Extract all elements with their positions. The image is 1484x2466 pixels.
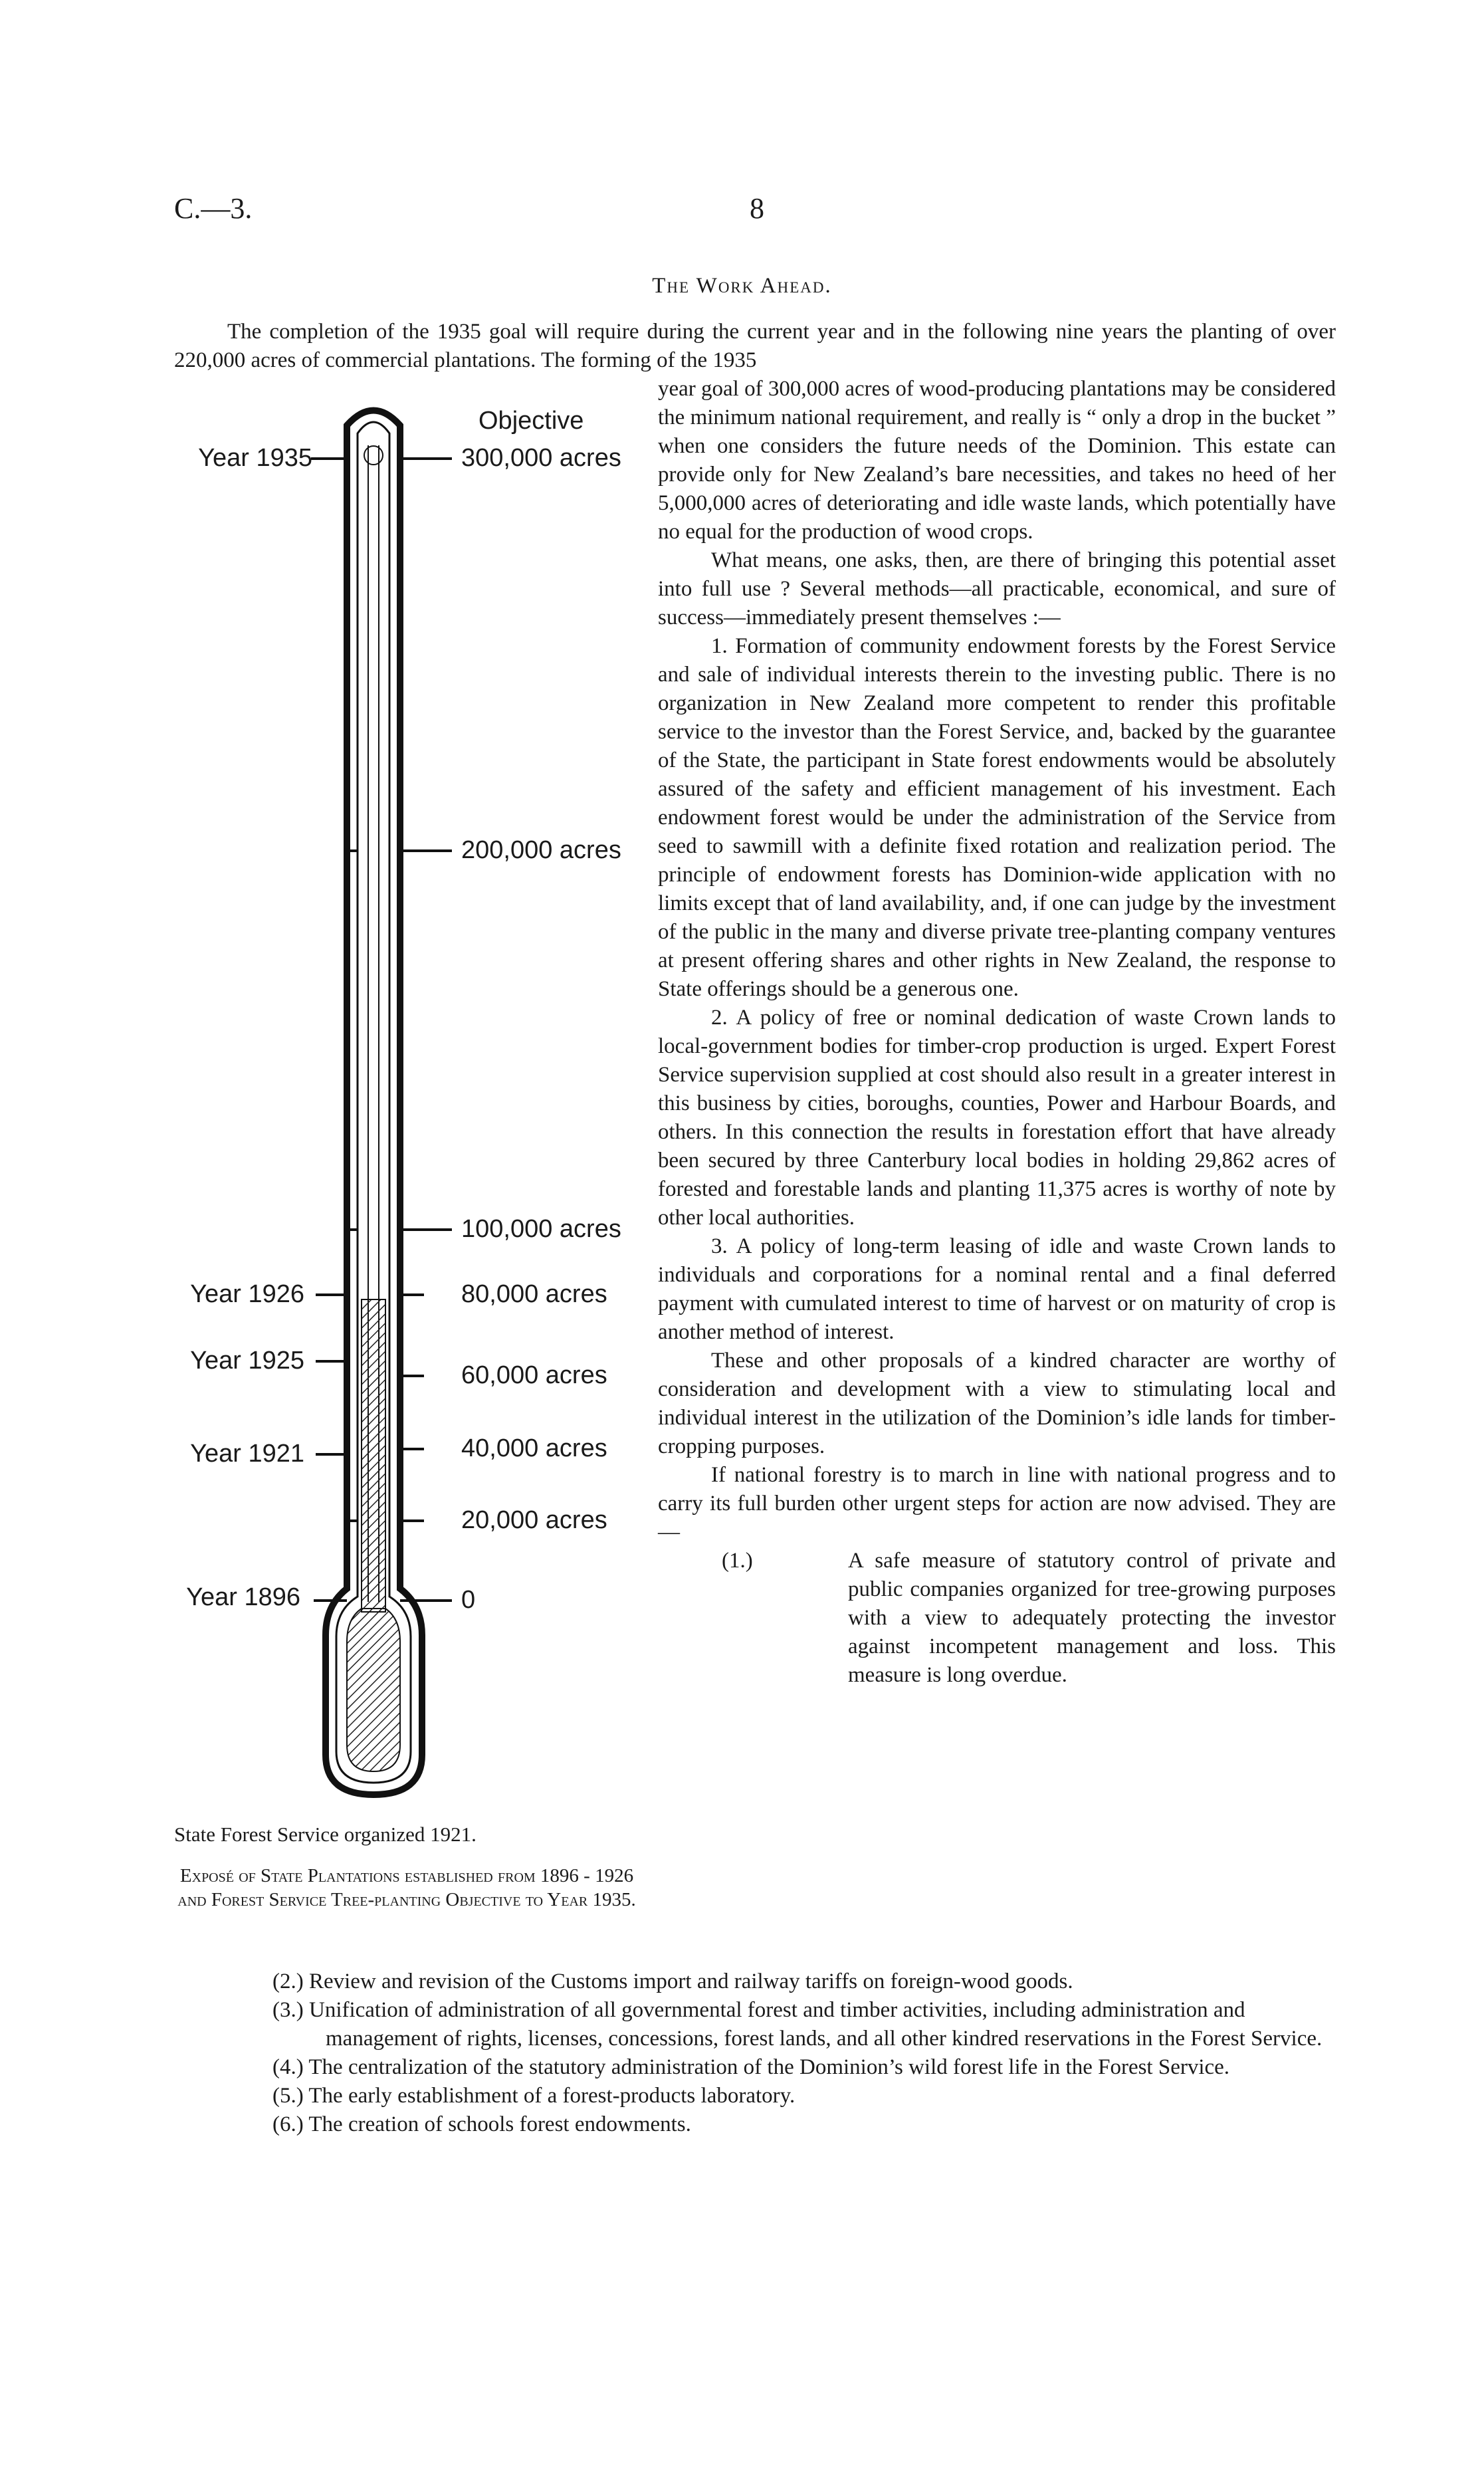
- section-title: The Work Ahead.: [652, 274, 832, 298]
- scale-label-0: 0: [461, 1586, 476, 1614]
- list-item-1-number: (1.): [722, 1549, 753, 1573]
- page-number: 8: [750, 192, 764, 225]
- right-paragraph-5: 3. A policy of long-term leasing of idle and waste Crown lands to individuals and corporations for a nominal rental and a final deferred payment with cumulated interest to time of harvest or on maturity of crop is another method of interest.: [658, 1234, 1336, 1344]
- list-item-4-text: The centralization of the statutory administration of the Dominion’s wild forest life in the Forest Service.: [308, 2055, 1230, 2079]
- scale-label-300000: 300,000 acres: [461, 444, 621, 472]
- year-label-1925: Year 1925: [190, 1347, 304, 1375]
- intro-paragraph: [174, 318, 1336, 375]
- list-item-5: [272, 2082, 1336, 2110]
- right-paragraph-7: If national forestry is to march in line with national progress and to carry its full burden other urgent steps for action are now advised. They are—: [658, 1463, 1336, 1544]
- list-item-1-text: A safe measure of statutory control of private and public companies organized for tree-growing purposes with a view to adequately protecting the investor against incompetent management and loss. This measure is long overdue.: [848, 1549, 1336, 1687]
- list-item-2-text: Review and revision of the Customs import and railway tariffs on foreign-wood goods.: [308, 1969, 1073, 1993]
- caption-line2: Exposé of State Plantations established from 1896 - 1926 and Forest Service Tree-planting Objective to Year 1935.: [177, 1865, 636, 1910]
- right-paragraph-6: These and other proposals of a kindred character are worthy of consideration and development with a view to stimulating local and individual interest in the utilization of the Dominion’s idle lands for timber-cropping purposes.: [658, 1349, 1336, 1458]
- right-paragraph-1: year goal of 300,000 acres of wood-producing plantations may be considered the minimum national requirement, and really is “ only a drop in the bucket ” when one considers the future needs of the Dominion. This estate can provide only for New Zealand’s bare necessities, and takes no heed of her 5,000,000 acres of deteriorating and idle waste lands, which potentially have no equal for the production of wood crops.: [658, 377, 1336, 544]
- list-item-2-number: (2.): [272, 1969, 304, 1993]
- right-paragraph-4: 2. A policy of free or nominal dedication of waste Crown lands to local-government bodies for timber-crop production is urged. Expert Forest Service supervision supplied at cost should also result in a greater interest in this business by cities, boroughs, counties, Power and Harbour Boards, and others. In this connection the results in forestation effort that have already been secured by three Canterbury local bodies in holding 29,862 acres of forested and forestable lands and planting 11,375 acres is worthy of note by other local authorities.: [658, 1006, 1336, 1230]
- year-label-1935: Year 1935: [198, 444, 312, 472]
- bottom-list: [272, 1967, 1336, 2139]
- intro-text: The completion of the 1935 goal will require during the current year and in the following nine years the planting of over 220,000 acres of commercial plantations. The forming of the 1935: [174, 320, 1336, 372]
- scale-label-200000: 200,000 acres: [461, 836, 621, 864]
- list-item-5-number: (5.): [272, 2084, 304, 2108]
- year-label-1896: Year 1896: [186, 1583, 300, 1611]
- list-item-3: [272, 1996, 1336, 2053]
- list-item-3-number: (3.): [272, 1998, 304, 2022]
- report-code: C.—3.: [174, 192, 253, 225]
- thermometer-top: [364, 446, 383, 465]
- scale-label-20000: 20,000 acres: [461, 1506, 607, 1534]
- right-column: [658, 375, 1336, 1690]
- scale-label-100000: 100,000 acres: [461, 1215, 621, 1243]
- list-item-2: [272, 1967, 1336, 1996]
- list-item-1: [658, 1547, 1336, 1690]
- scale-label-40000: 40,000 acres: [461, 1434, 607, 1462]
- caption-line1: State Forest Service organized 1921.: [174, 1823, 477, 1846]
- list-item-3-text: Unification of administration of all governmental forest and timber activities, including administration and management of rights, licenses, concessions, forest lands, and all other kindred reservations in the Forest Service.: [308, 1998, 1323, 2051]
- list-item-5-text: The early establishment of a forest-products laboratory.: [308, 2084, 795, 2108]
- objective-label: Objective: [478, 407, 584, 435]
- right-paragraph-3: 1. Formation of community endowment forests by the Forest Service and sale of individual interests therein to the investing public. There is no organization in New Zealand more competent to render this profitable service to the investor than the Forest Service, and, backed by the guarantee of the State, the participant in State forest endowments would be absolutely assured of the safety and efficient management of his investment. Each endowment forest would be under the administration of the Service from seed to sawmill with a definite fixed rotation and realization period. The principle of endowment forests has Dominion-wide application with no limits except that of land availability, and, if one can judge by the investment of the public in the many and diverse private tree-planting company ventures at present offering shares and other rights in New Zealand, the response to State offerings should be a generous one.: [658, 634, 1336, 1001]
- right-paragraph-2: What means, one asks, then, are there of bringing this potential asset into full use ? Several methods—all practicable, economical, and sure of success—immediately present themselves :—: [658, 548, 1336, 629]
- list-item-4: [272, 2053, 1336, 2082]
- thermometer-bulb-fill: [347, 1609, 400, 1771]
- list-item-6-text: The creation of schools forest endowments.: [308, 2112, 691, 2136]
- scale-label-80000: 80,000 acres: [461, 1280, 607, 1308]
- list-item-6-number: (6.): [272, 2112, 304, 2136]
- year-label-1921: Year 1921: [190, 1440, 304, 1468]
- thermometer-mercury: [362, 1299, 385, 1612]
- list-item-6: [272, 2110, 1336, 2139]
- year-label-1926: Year 1926: [190, 1280, 304, 1308]
- scale-label-60000: 60,000 acres: [461, 1361, 607, 1389]
- list-item-4-number: (4.): [272, 2055, 304, 2079]
